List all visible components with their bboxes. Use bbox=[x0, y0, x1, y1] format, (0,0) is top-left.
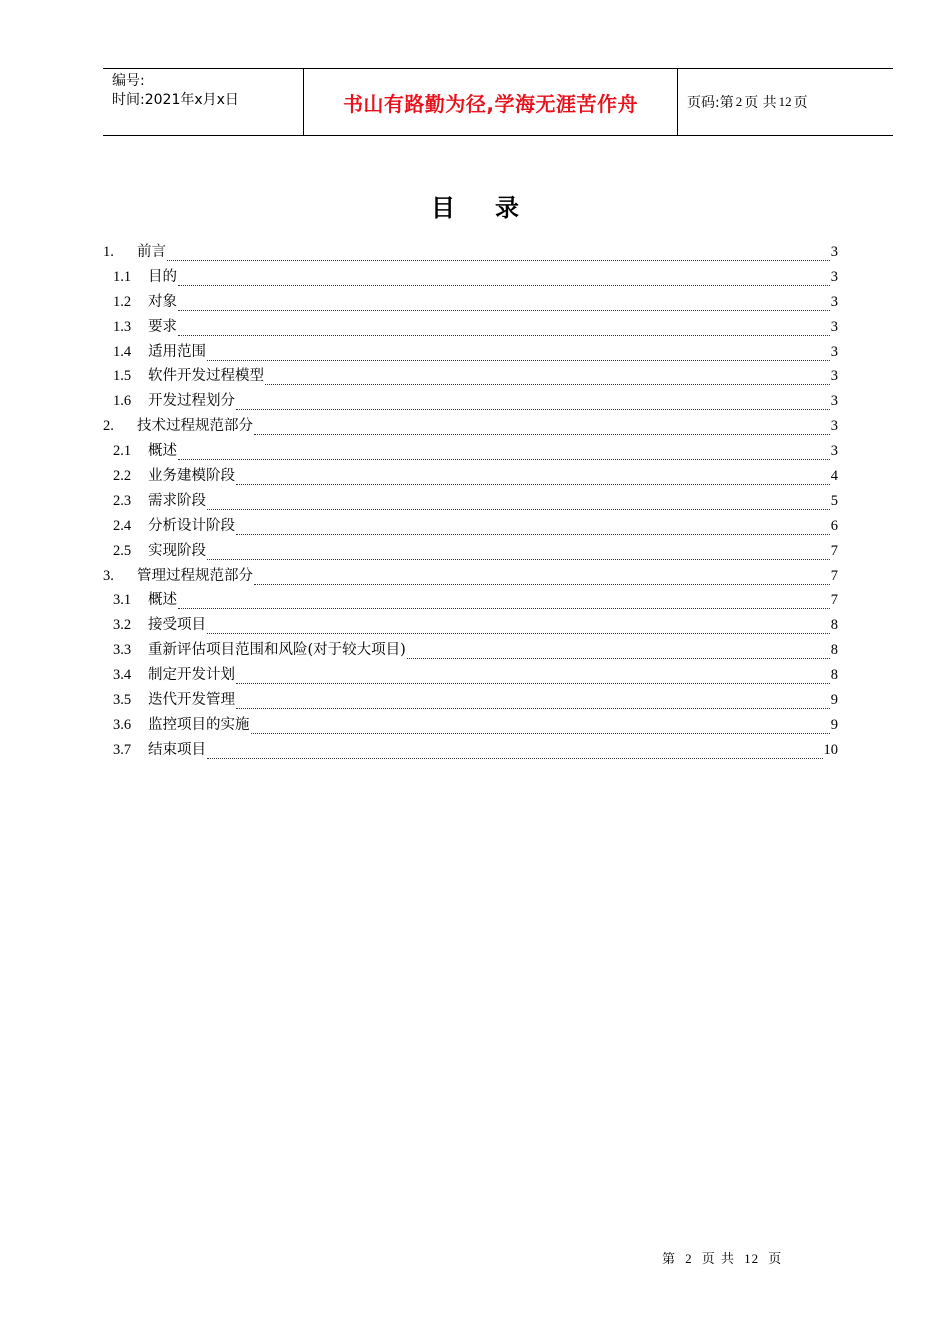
table-of-contents bbox=[103, 240, 838, 763]
toc-entry[interactable] bbox=[103, 688, 838, 713]
toc-entry-page: 8 bbox=[830, 667, 838, 684]
toc-entry-page: 3 bbox=[830, 418, 838, 435]
toc-entry-number: 1. bbox=[103, 244, 114, 260]
toc-entry-page: 3 bbox=[830, 368, 838, 385]
header-page-total: 12 bbox=[778, 94, 792, 109]
toc-entry[interactable] bbox=[103, 489, 838, 514]
toc-entry-label: 适用范围 bbox=[148, 343, 206, 360]
toc-entry-label: 概述 bbox=[148, 592, 177, 609]
toc-entry-number: 3.5 bbox=[113, 692, 132, 709]
toc-entry-page: 7 bbox=[830, 567, 838, 584]
header-page-current: 2 bbox=[735, 94, 743, 109]
toc-entry-number: 3. bbox=[103, 567, 114, 584]
footer-suffix: 页 bbox=[768, 1252, 783, 1267]
toc-entry[interactable] bbox=[103, 389, 838, 414]
toc-entry-number: 3.6 bbox=[113, 716, 132, 733]
toc-entry[interactable] bbox=[103, 414, 838, 439]
toc-entry-leader bbox=[178, 275, 830, 286]
toc-entry-leader bbox=[236, 673, 830, 684]
toc-entry-number: 3.4 bbox=[113, 667, 132, 684]
toc-entry-page: 4 bbox=[830, 468, 838, 485]
toc-entry-number: 3.1 bbox=[113, 592, 132, 609]
toc-entry[interactable] bbox=[103, 613, 838, 638]
toc-entry-page: 3 bbox=[830, 318, 838, 335]
toc-entry-page: 8 bbox=[830, 617, 838, 634]
toc-entry-page: 8 bbox=[830, 642, 838, 659]
toc-entry-page: 9 bbox=[830, 716, 838, 733]
header-time-label: 时间:2021年x月x日 bbox=[112, 92, 239, 108]
toc-entry-leader bbox=[178, 598, 830, 609]
toc-entry-label: 业务建模阶段 bbox=[148, 468, 235, 485]
toc-entry-leader bbox=[178, 449, 830, 460]
toc-entry-label: 需求阶段 bbox=[148, 492, 206, 509]
toc-entry-page: 7 bbox=[830, 592, 838, 609]
toc-entry-leader bbox=[207, 549, 830, 560]
toc-entry-leader bbox=[236, 474, 830, 485]
toc-entry-leader bbox=[236, 399, 830, 410]
toc-entry-page: 10 bbox=[823, 741, 838, 758]
toc-entry-leader bbox=[178, 325, 830, 336]
toc-entry-number: 2.1 bbox=[113, 443, 132, 460]
toc-entry[interactable] bbox=[103, 439, 838, 464]
toc-entry-number: 2.2 bbox=[113, 468, 132, 485]
toc-entry-number: 3.3 bbox=[113, 642, 132, 659]
header-page-suffix: 页 bbox=[793, 95, 808, 111]
toc-entry[interactable] bbox=[103, 514, 838, 539]
toc-entry-label: 对象 bbox=[148, 293, 177, 310]
toc-entry-page: 3 bbox=[830, 268, 838, 285]
toc-entry-label: 前言 bbox=[137, 244, 166, 260]
header-motto: 书山有路勤为径,学海无涯苦作舟 bbox=[304, 69, 678, 135]
toc-entry-page: 5 bbox=[830, 492, 838, 509]
toc-entry-leader bbox=[167, 250, 830, 261]
toc-title: 目录 bbox=[431, 194, 559, 222]
toc-entry-page: 3 bbox=[830, 343, 838, 360]
toc-entry-number: 1.5 bbox=[113, 368, 132, 385]
toc-entry-number: 1.2 bbox=[113, 293, 132, 310]
toc-entry[interactable] bbox=[103, 638, 838, 663]
toc-entry[interactable] bbox=[103, 364, 838, 389]
header-page-info bbox=[678, 69, 893, 135]
toc-entry-number: 3.2 bbox=[113, 617, 132, 634]
toc-entry-number: 3.7 bbox=[113, 741, 132, 758]
toc-entry-number: 2.5 bbox=[113, 542, 132, 559]
toc-entry-label: 分析设计阶段 bbox=[148, 517, 235, 534]
toc-entry-label: 软件开发过程模型 bbox=[148, 368, 264, 385]
toc-entry-leader bbox=[207, 623, 830, 634]
toc-entry-label: 结束项目 bbox=[148, 741, 206, 758]
toc-entry-leader bbox=[251, 723, 830, 734]
toc-entry-page: 3 bbox=[830, 443, 838, 460]
toc-entry-label: 目的 bbox=[148, 268, 177, 285]
toc-entry-label: 实现阶段 bbox=[148, 542, 206, 559]
footer-total: 12 bbox=[744, 1251, 760, 1266]
toc-entry-page: 7 bbox=[830, 542, 838, 559]
toc-entry[interactable] bbox=[103, 539, 838, 564]
toc-entry[interactable] bbox=[103, 588, 838, 613]
toc-entry-label: 概述 bbox=[148, 443, 177, 460]
toc-entry-number: 1.6 bbox=[113, 393, 132, 410]
toc-entry[interactable] bbox=[103, 738, 838, 763]
toc-entry[interactable] bbox=[103, 564, 838, 589]
header-page-prefix: 页码:第 bbox=[687, 95, 734, 111]
toc-entry-label: 重新评估项目范围和风险(对于较大项目) bbox=[148, 642, 406, 659]
header-number-label: 编号: bbox=[112, 73, 145, 89]
toc-entry-number: 2. bbox=[103, 418, 114, 435]
page-header bbox=[103, 68, 893, 136]
toc-entry-page: 3 bbox=[830, 244, 838, 260]
toc-entry-leader bbox=[407, 648, 830, 659]
toc-entry-label: 制定开发计划 bbox=[148, 667, 235, 684]
toc-entry-leader bbox=[254, 424, 830, 435]
toc-entry-label: 监控项目的实施 bbox=[148, 716, 250, 733]
toc-entry-leader bbox=[207, 350, 830, 361]
toc-entry-number: 1.4 bbox=[113, 343, 132, 360]
toc-entry-leader bbox=[178, 300, 830, 311]
toc-entry-label: 管理过程规范部分 bbox=[137, 567, 253, 584]
toc-entry-label: 接受项目 bbox=[148, 617, 206, 634]
toc-entry-leader bbox=[207, 499, 830, 510]
toc-entry-number: 1.3 bbox=[113, 318, 132, 335]
toc-entry-leader bbox=[265, 374, 830, 385]
toc-entry-number: 1.1 bbox=[113, 268, 132, 285]
footer-middle: 页 共 bbox=[701, 1252, 735, 1267]
toc-entry-page: 9 bbox=[830, 692, 838, 709]
toc-entry[interactable] bbox=[103, 663, 838, 688]
footer-prefix: 第 bbox=[662, 1252, 677, 1267]
toc-entry-label: 开发过程划分 bbox=[148, 393, 235, 410]
header-meta bbox=[103, 69, 304, 135]
toc-entry-leader bbox=[236, 524, 830, 535]
toc-entry[interactable] bbox=[103, 315, 838, 340]
toc-entry[interactable] bbox=[103, 290, 838, 315]
toc-entry-label: 技术过程规范部分 bbox=[137, 418, 253, 435]
toc-entry-leader bbox=[207, 748, 823, 759]
toc-entry-label: 迭代开发管理 bbox=[148, 692, 235, 709]
toc-entry[interactable] bbox=[103, 240, 838, 265]
toc-entry-leader bbox=[254, 574, 830, 585]
toc-entry[interactable] bbox=[103, 713, 838, 738]
page-footer bbox=[662, 1248, 782, 1267]
toc-entry-number: 2.4 bbox=[113, 517, 132, 534]
toc-entry-label: 要求 bbox=[148, 318, 177, 335]
toc-entry-page: 6 bbox=[830, 517, 838, 534]
toc-entry[interactable] bbox=[103, 265, 838, 290]
toc-entry-leader bbox=[236, 698, 830, 709]
footer-current: 2 bbox=[685, 1251, 693, 1266]
toc-entry-page: 3 bbox=[830, 393, 838, 410]
toc-entry-number: 2.3 bbox=[113, 492, 132, 509]
toc-entry[interactable] bbox=[103, 340, 838, 365]
toc-entry[interactable] bbox=[103, 464, 838, 489]
toc-entry-page: 3 bbox=[830, 293, 838, 310]
header-page-middle: 页 共 bbox=[744, 95, 777, 111]
